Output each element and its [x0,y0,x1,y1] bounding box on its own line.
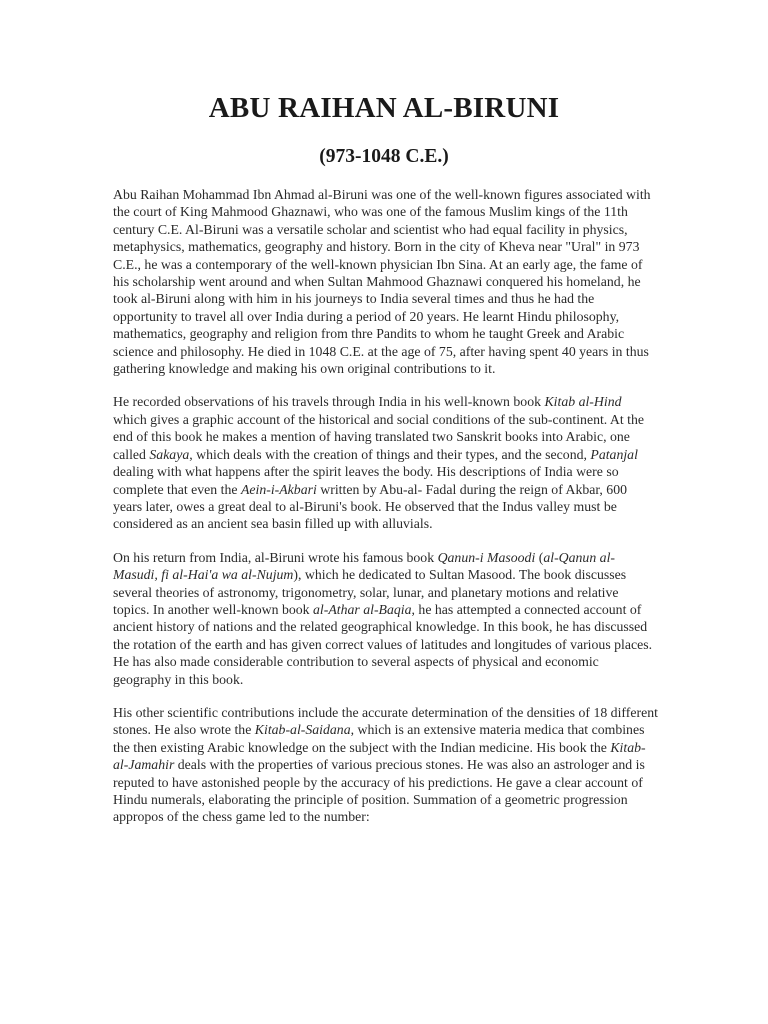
italic-title: Sakaya [149,446,190,462]
italic-title: Patanjal [590,446,638,462]
italic-title: al-Athar al-Baqia [313,601,412,617]
text-run: which gives a graphic account of the historical and social conditions of the sub-continent. At the end of this book he makes a mention of having translated two Sanskrit books into Arabic, one called [113,411,645,462]
italic-title: al-Qanun al-Masudi, fi al-Hai'a wa al-Nujum [113,549,616,583]
italic-title: Kitab-al-Jamahir [113,739,646,773]
paragraph-3 [113,549,658,688]
page-title: ABU RAIHAN AL-BIRUNI [208,92,560,124]
text-run: dealing with what happens after the spirit leaves the body. His descriptions of India were so complete that even the [113,464,619,497]
italic-title: Aein-i-Akbari [240,481,317,497]
page-subtitle: (973-1048 C.E.) [319,146,449,167]
paragraph-2 [113,393,658,532]
text-run: written by Abu-al- Fadal during the reign of Akbar, 600 years later, owes a great deal to al-Biruni's book. He observed that the Indus valley must be considered as an ancient sea basin filled up with alluvials. [113,481,628,532]
italic-title: Kitab-al-Saidana [254,722,351,738]
text-run: He recorded observations of his travels through India in his well-known book [113,394,545,410]
text-run: , which deals with the creation of things and their types, and the second, [189,446,591,462]
text-run: His other scientific contributions include the accurate determination of the densities of 18 different stones. He also wrote the [113,704,658,738]
text-run: , he has attempted a connected account of ancient history of nations and the related geographical knowledge. In this book, he has discussed the rotation of the earth and has given correct values of latitudes and longitudes of various places. He has also made considerable contribution to several aspects of physical and economic geography in this book. [113,601,653,687]
text-run: ( [535,549,544,565]
text-run: , which is an extensive materia medica that combines the then existing Arabic knowledge on the subject with the Indian medicine. His book the [113,722,645,755]
paragraph-4 [113,704,658,826]
text-run: deals with the properties of various precious stones. He was also an astrologer and is reputed to have astonished people by the accuracy of his predictions. He gave a clear account of Hindu numerals, elaborating the principle of position. Summation of a geometric progression appropos of the chess game led to the number: [113,757,645,825]
italic-title: Kitab al-Hind [544,394,622,410]
text-run: On his return from India, al-Biruni wrote his famous book [113,549,438,565]
text-run: Abu Raihan Mohammad Ibn Ahmad al-Biruni was one of the well-known figures associated with the court of King Mahmood Ghaznawi, who was one of the famous Muslim kings of the 11th century C.E. Al-Biruni was a versatile scholar and scientist who had equal facility in physics, metaphysics, mathematics, geography and history. Born in the city of Kheva near "Ural" in 973 C.E., he was a contemporary of the well-known physician Ibn Sina. At an early age, the fame of his scholarship went around and when Sultan Mahmood Ghaznawi conquered his homeland, he took al-Biruni along with him in his journeys to India several times and thus he had the opportunity to travel all over India during a period of 20 years. He learnt Hindu philosophy, mathematics, geography and religion from thre Pandits to whom he taught Greek and Arabic science and philosophy. He died in 1048 C.E. at the age of 75, after having spent 40 years in thus gathering knowledge and making his own original contributions to it. [113,187,651,377]
italic-title: Qanun-i Masoodi [437,549,536,565]
document-body [113,186,658,842]
paragraph-1 [113,186,658,377]
text-run: ), which he dedicated to Sultan Masood. The book discusses several theories of astronomy, trigonometry, solar, lunar, and planetary motions and relative topics. In another well-known book [113,567,627,617]
